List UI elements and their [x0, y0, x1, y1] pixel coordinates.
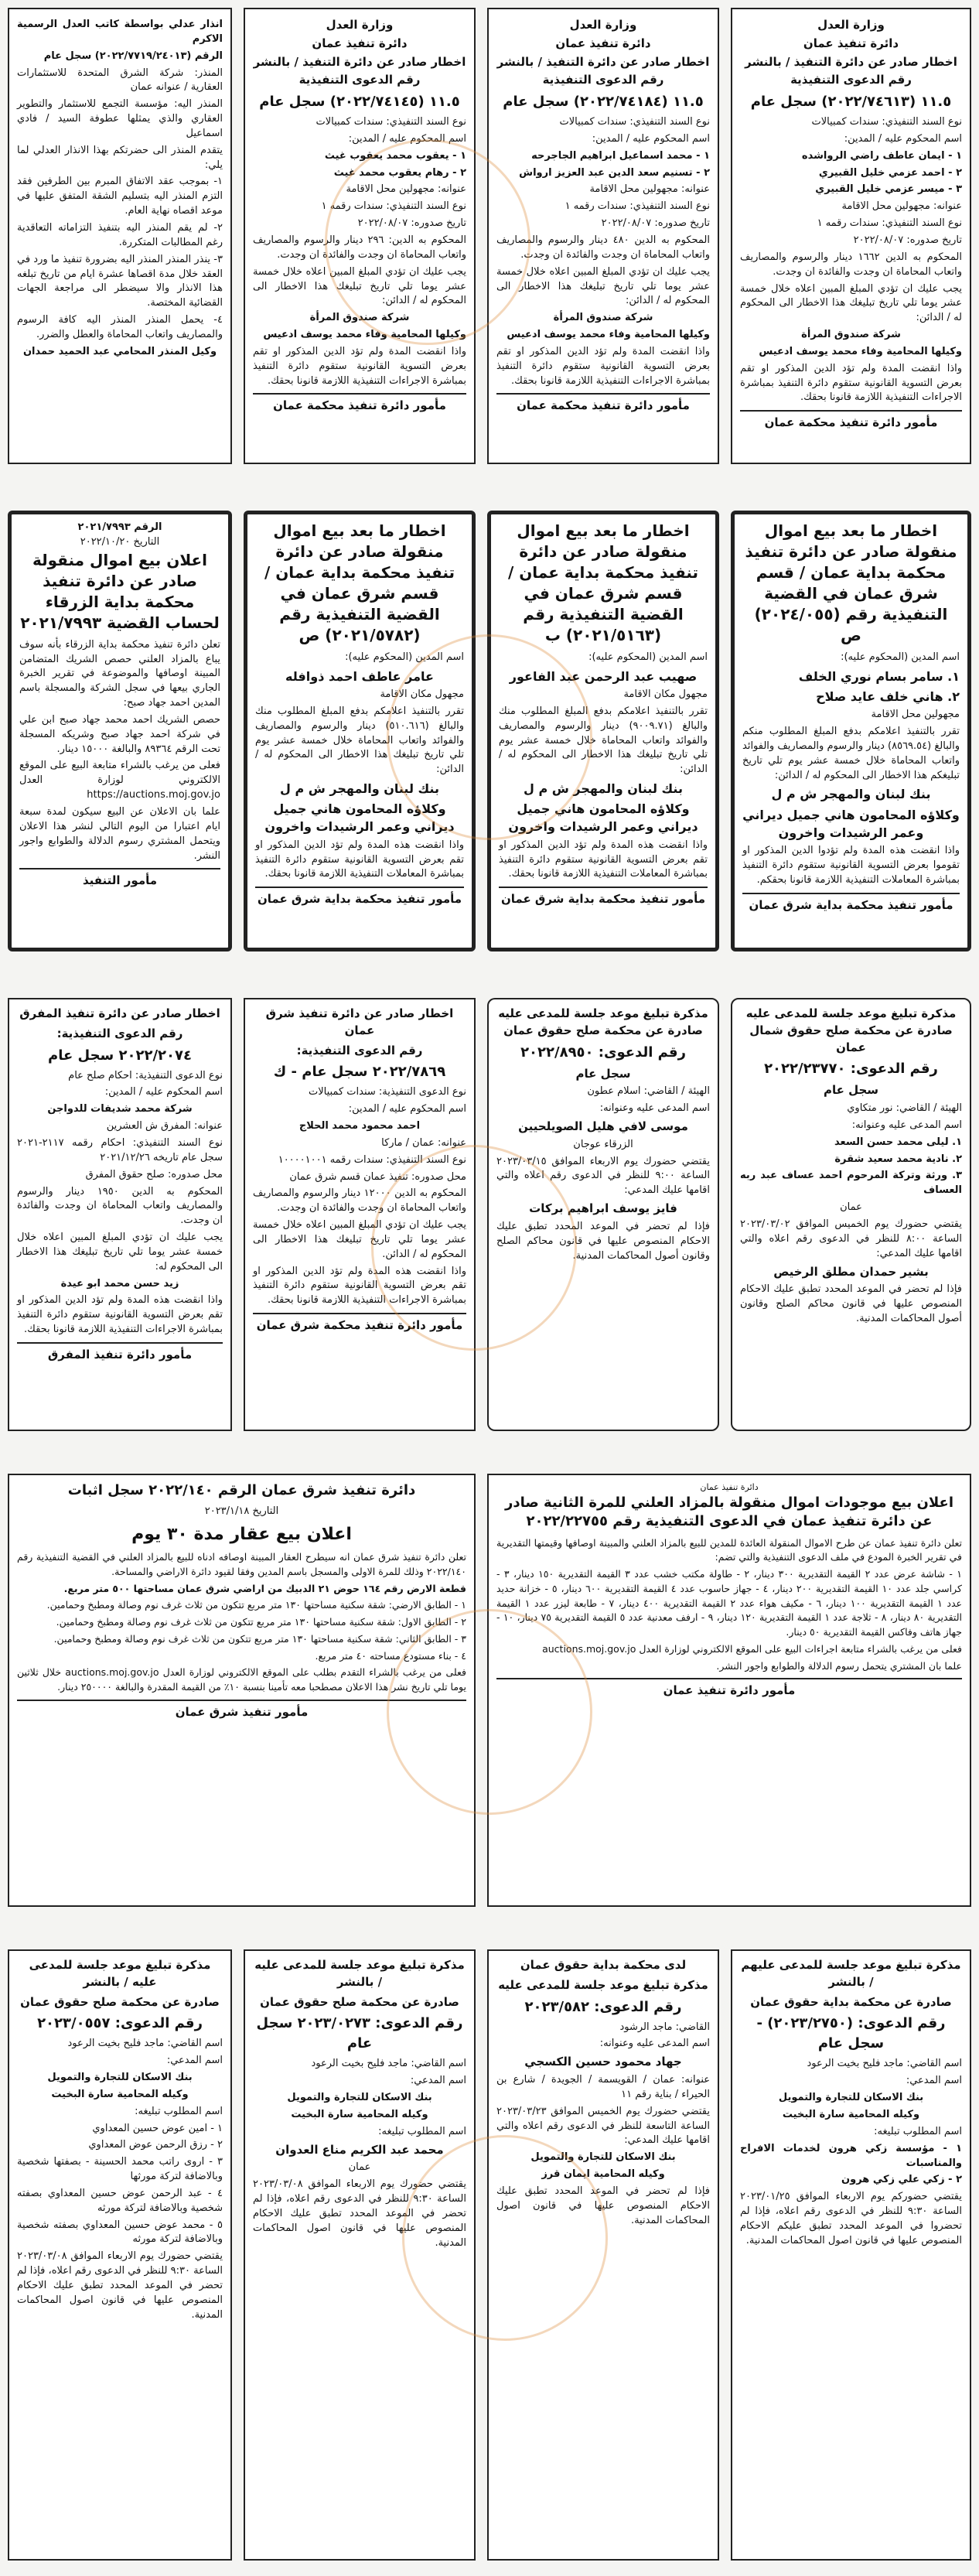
ad-line: اسم المطلوب تبليغه: — [135, 2105, 223, 2117]
signature: مأمور دائرة تنفيذ محكمة شرق عمان — [253, 1313, 466, 1334]
case-label: رقم الدعوى التنفيذية — [298, 73, 421, 87]
ad-line: المنذر اليه: مؤسسة التجمع للاستثمار والتطوير العقاري والذي يمثلها عطوفة السيد / فادي اسماعيل — [17, 98, 223, 139]
ad-line: المحكوم به الدين: ٢٩٦ دينار والرسوم والمصاريف واتعاب المحاماة ان وجدت والفائدة ان وجدت. — [253, 234, 466, 261]
ad-line: تقرر بالتنفيذ اعلامكم بدفع المبلغ المطلوب منك والبالغ (٥١٠.٦١٦) دينار والرسوم والمصاريف والفوائد واتعاب المحاماة خلال خمسة عشر يوم تلي تاريخ تبليغك هذا الاخطار الى المحكوم له / الدائن: — [255, 705, 464, 776]
ad-line: وكيلها المحامية وفاء محمد يوسف ادعيس — [263, 329, 466, 341]
ad-line: نوع السند التنفيذي: سندات رقمه ١٠٠٠٠١٠٠١ — [278, 1153, 466, 1166]
ad-line: ١ - مؤسسة زكي هرون لخدمات الافراح والمناسبات — [740, 2142, 962, 2169]
case-label: رقم الدعوى التنفيذية: — [56, 1026, 183, 1040]
register-label: سجل عام — [575, 1066, 631, 1081]
ad-line: وكيله المحامية سارة البخيت — [291, 2108, 428, 2120]
ad-line: نوع الدعوى التنفيذية: احكام صلح عام — [68, 1069, 223, 1081]
ad-line: اسم المدعى عليه وعنوانه: — [599, 1102, 710, 1115]
ad-line: واذا انقضت المدة ولم تؤد الدين المذكور او تقم بعرض التسوية القانونية ستقوم دائرة التنفيذ بمباشرة الاجراءات التنفيذية اللازمة قانونا بحقك. — [740, 362, 962, 404]
case-number: رقم الدعوى: ٢٠٢٢/٢٣٧٧٠ — [764, 1061, 938, 1078]
ad-line: بنك الاسكان للتجارة والتمويل — [530, 2151, 676, 2164]
ad-title: اخطار ما بعد بيع اموال منقولة صادر عن دائرة تنفيذ محكمة بداية عمان / قسم شرق عمان في القضية التنفيذية رقم (٢٠٢١/٥١٦٣) ب — [507, 521, 699, 644]
ad-line: واذا انقضت هذه المدة ولم تؤد الدين المذكور او تقم بعرض التسوية القانونية ستقوم دائرة التنفيذ بمباشرة المعاملات التنفيذية اللازمة قانونا بحقك. — [499, 839, 708, 880]
case-number: رقم الدعوى: (٢٠٢٣/٢٧٥٠) - سجل عام — [756, 2015, 946, 2052]
ad-title: مذكرة تبليغ موعد جلسة للمدعى عليه صادرة عن محكمة صلح حقوق عمان — [498, 1006, 708, 1037]
ad-line: احمد محمود محمد الحلاج — [298, 1120, 421, 1133]
case-number: رقم الدعوى: ٢٠٢٣/٠٢٧٣ سجل عام — [256, 2015, 463, 2052]
ad-title: اخطار صادر عن دائرة تنفيذ المفرق — [19, 1006, 220, 1020]
ad-line: وكيله المحامية سارة البخيت — [51, 2088, 189, 2100]
signature: مأمور دائرة تنفيذ عمان — [496, 1678, 962, 1700]
ad-line: اسم المطلوب تبليغه: — [874, 2125, 962, 2137]
ad-line: محل صدوره: تنفيذ عمان قسم شرق عمان — [289, 1170, 466, 1183]
ad-line: يجب عليك ان تؤدي المبلغ المبين اعلاه خلال خمسة عشر يوما تلي تاريخ تبليغك هذا الاخطار الى المحكوم له: — [17, 1232, 223, 1273]
ad-line: فعلى من يرغب بالشراء التقدم بطلب على الموقع الالكتروني لوزارة العدل auctions.moj.gov.jo خلال ثلاثين يوما تلي تاريخ نشر هذا الاعلان مصطحبا معه تأمينا بنسبة ١٠٪ من القيمة المقدرة والبالغة ٢٥٠٠٠٠ دينار. — [17, 1666, 467, 1693]
ad-line: اسم القاضي: ماجد فليح بخيت الرعود — [807, 2058, 962, 2070]
notice-type: اخطار صادر عن دائرة التنفيذ / بالنشر — [745, 54, 957, 69]
ad-line: المنذر: شركة الشرق المتحدة للاستثمارات العقارية / عنوانه عمان — [17, 67, 223, 94]
ad-title: اعلان بيع اموال منقولة صادر عن دائرة تنفيذ محكمة بداية الزرقاء لحساب القضية ٢٠٢١/٧٩٩٣ — [20, 550, 220, 632]
ad-line: اسم المحكوم عليه / المدين: — [348, 1103, 466, 1115]
ad-line: انذار عدلي بواسطة كاتب العدل الرسمية الاكرم — [17, 19, 223, 45]
ad-line: ١. سامر بسام نوري الخلف — [798, 668, 960, 684]
ad-line: يقتضي حضورك يوم الخميس الموافق ٢٠٢٣/٠٣/٢٣ الساعة التاسعة للنظر في الدعوى رقم اعلاه والتي اقامها عليك المدعي: — [496, 2105, 710, 2147]
case-number: رقم الدعوى: ٢٠٢٣/٠٥٥٧ — [37, 2015, 203, 2032]
ad-line: فإذا لم تحضر في الموعد المحدد تطبق عليك الاحكام المنصوص عليها في قانون محاكم الصلح وقانون أصول المحاكمات المدنية. — [496, 1220, 710, 1262]
notice-execution-74184 — [487, 8, 719, 464]
ad-line: وكيلها المحامية وفاء محمد يوسف ادعيس — [759, 345, 962, 357]
notice-execution-east-amman — [244, 998, 476, 1431]
notice-type: مذكرة تبليغ موعد جلسة للمدعى عليه — [498, 1977, 708, 1992]
ad-line: حصص الشريك احمد محمد جهاد صبح ابن علي في شركة احمد جهاد صبح وشريكه المسجلة تحت الرقم ٨٩٣٦٤ والبالغة ١٥٠٠٠ دينار. — [19, 713, 220, 755]
ad-line: يقتضي حضورك يوم الاربعاء الموافق ٢٠٢٣/٠٣/٠٨ الساعة ٩:٣٠ للنظر في الدعوى رقم اعلاه، فإذا لم تحضر في الموعد المحدد تطبق عليك الاحكام المنصوص عليها في قانون اصول المحاكمات المدنية. — [253, 2178, 466, 2249]
ad-title: مذكرة تبليغ موعد جلسة للمدعى عليه / بالنشر — [29, 1958, 211, 1989]
ad-line: ٥ - محمد عوض حسين المعداوي بصفته شخصية وبالاضافة لتركة مورثه — [17, 2219, 223, 2246]
ad-line: اسم المدعي: — [166, 2055, 223, 2067]
ad-line: وكيله المحامية سارة البخيت — [782, 2108, 920, 2120]
ad-line: بنك لبنان والمهجر ش م ل — [524, 781, 683, 797]
ad-line: عنوانه: عمان / ماركا — [381, 1136, 466, 1149]
ad-line: بشير حمدان مطلق الرخيص — [773, 1264, 929, 1279]
ad-line: الهيئة / القاضي: اسلام عطون — [587, 1085, 710, 1098]
ad-line: اسم المدين (المحكوم عليه): — [588, 651, 708, 663]
signature: مأمور تنفيذ محكمة بداية شرق عمان — [255, 887, 464, 908]
ad-line: ٤ - عبد الرحمن عوض حسين المعداوي بصفته شخصية وبالاضافة لتركة مورثه — [17, 2187, 223, 2214]
ad-line: المحكوم به الدين ١٢٠٠٠ دينار والرسوم والمصاريف واتعاب المحاماة ان وجدت والفائدة ان وجدت. — [253, 1187, 466, 1215]
ad-line: فعلى من يرغب بالشراء متابعة اجراءات البيع على الموقع الالكتروني لوزارة العدل auctions.moj.gov.jo — [542, 1642, 962, 1655]
ad-line: اسم المطلوب تبليغه: — [378, 2125, 466, 2137]
ad-title: اخطار صادر عن دائرة تنفيذ شرق عمان — [265, 1006, 454, 1037]
notice-session-23770 — [731, 998, 971, 1431]
ad-line: شركة صندوق المرأة — [801, 329, 901, 341]
case-number: ١١.٥ (٢٠٢٢/٧٤٦١٣) سجل عام — [750, 94, 952, 110]
notice-post-sale-5163 — [487, 511, 719, 951]
ad-line: ٣- ينذر المنذر المنذر اليه بضرورة تنفيذ ما ورد في العقد خلال مدة اقصاها عشرة ايام من تاريخ تبلغه هذا الانذار والا سيضطر الى مراجعة الجهات القضائية المختصة. — [17, 253, 223, 309]
signature: مأمور دائرة تنفيذ محكمة عمان — [740, 410, 962, 432]
signature: مأمور تنفيذ شرق عمان — [17, 1700, 466, 1721]
ad-line: اسم المحكوم عليه / المدين: — [592, 132, 710, 145]
ad-line: ١ - شاشة عرض عدد ٢ القيمة التقديرية ٣٠٠ دينار، ٢ - طاولة مكتب خشب عدد ٣ القيمة التقديرية ١٥٠ دينار، ٣ - كراسي جلد عدد ١٠ القيمة التقديرية ٢٠٠ دينار، ٤ - جهاز حاسوب عدد ٤ القيمة التقديرية ٦٠٠ دينار، ٥ - خزانة حديد عدد ١ القيمة التقديرية ١٠٠ دينار، ٦ - مكيف هواء عدد ٢ القيمة التقديرية ٤٠٠ دينار، ٧ - طابعة ليزر عدد ١ القيمة التقديرية ٨٠ دينار، ٨ - ثلاجة عدد ١ القيمة التقديرية ١٢٠ دينار، ٩ - ارفف معدنية عدد ٥ القيمة التقديرية ٧٥ دينار، ١٠ - جهاز هاتف وفاكس القيمة التقديرية ٥٠ دينار. — [496, 1568, 962, 1638]
ad-title: دائرة تنفيذ شرق عمان الرقم ٢٠٢٢/١٤٠ سجل اثبات — [67, 1482, 416, 1498]
ad-line: مجهول مكان الاقامة — [623, 688, 708, 701]
case-label: رقم الدعوى التنفيذية — [790, 73, 912, 87]
ad-line: واذا انقضت هذه المدة ولم تؤد الدين المذكور او تقم بعرض التسوية القانونية ستقوم دائرة التنفيذ بمباشرة الاجراءات التنفيذية اللازمة قانونا بحقك. — [253, 1265, 466, 1307]
ad-line: واذا انقضت هذه المدة ولم تؤدوا الدين المذكور او تقوموا بعرض التسوية القانونية ستقوم دائرة التنفيذ بمباشرة المعاملات التنفيذية اللازمة قانونا بحقكم. — [742, 845, 960, 886]
case-label: رقم الدعوى التنفيذية — [542, 73, 664, 87]
ad-line: ٣ - الطابق الثاني: شقة سكنية مساحتها ١٣٠ متر مربع تتكون من ثلاث غرف نوم وصالة ومطبخ وحمامين. — [53, 1632, 466, 1645]
ad-line: عنوانه: مجهولين محل الاقامة — [589, 183, 710, 196]
ad-line: ١ - محمد اسماعيل ابراهيم الجاجرحه — [531, 149, 710, 162]
ad-line: فعلى من يرغب بالشراء متابعة البيع على الموقع الالكتروني لوزارة العدل https://auctions.moj.gov.jo — [19, 760, 220, 801]
ad-line: وكلاؤه المحامون هاني جميل ديراني وعمر الرشيدات واخرون — [742, 807, 960, 840]
ad-line: يقتضي حضورك يوم الاربعاء الموافق ٢٠٢٣/٠٣/٠٨ الساعة ٩:٣٠ للنظر في الدعوى رقم اعلاه، فإذا لم تحضر في الموعد المحدد تطبق عليك الاحكام المنصوص عليها في قانون اصول المحاكمات المدنية. — [17, 2250, 223, 2321]
ad-line: ٢. هاني خلف عايد صلاح — [816, 689, 960, 705]
ad-line: مجهولين محل الاقامة — [871, 709, 960, 721]
register-label: سجل عام — [823, 1083, 879, 1098]
ad-line: بنك لبنان والمهجر ش م ل — [280, 781, 439, 797]
signature: مأمور تنفيذ محكمة بداية شرق عمان — [742, 893, 960, 914]
notice-movables-auction — [487, 1474, 971, 1907]
signature: مأمور دائرة تنفيذ محكمة عمان — [496, 393, 710, 415]
ad-line: نوع السند التنفيذي: احكام رقمه ٢١١٧-٢٠٢١ سجل عام تاريخه ٢٠٢١/١٢/٢٦ — [17, 1136, 223, 1163]
ad-line: واذا انقضت المدة ولم تؤد الدين المذكور او تقم بعرض التسوية القانونية ستقوم دائرة التنفيذ بمباشرة الاجراءات التنفيذية اللازمة قانونا بحقك. — [253, 345, 466, 387]
department-heading: دائرة تنفيذ عمان — [555, 36, 651, 50]
ad-line: تعلن دائرة تنفيذ عمان عن طرح الاموال المنقولة العائدة للمدين للبيع بالمزاد العلني والمبينة اوصافها وقيمتها التقديرية في تقرير الخبرة المودع في ملف الدعوى التنفيذية والتي تضم: — [496, 1536, 962, 1563]
ad-line: القاضي: ماجد الرشود — [619, 2021, 710, 2033]
ad-line: نوع السند التنفيذي: سندات كمبيالات — [559, 116, 710, 128]
ad-title: اخطار ما بعد بيع اموال منقولة صادر عن دائرة تنفيذ محكمة بداية عمان / قسم شرق عمان في القضية التنفيذية رقم (٢٠٢٤/٠٥٥) ص — [745, 521, 957, 644]
ad-line: اسم المدعي: — [410, 2075, 466, 2087]
ad-line: يقتضي حضورك يوم الاربعاء الموافق ٢٠٢٣/٠٣/١٥ الساعة ٩:٠٠ للنظر في الدعوى رقم اعلاه والتي اقامها عليك المدعي: — [496, 1155, 710, 1197]
ad-line: يقتضي حضورك يوم الخميس الموافق ٢٠٢٣/٠٣/٠٢ الساعة ٨:٠٠ للنظر في الدعوى رقم اعلاه والتي اقامها عليك المدعي: — [740, 1218, 962, 1259]
signature: مأمور تنفيذ محكمة بداية شرق عمان — [499, 887, 708, 908]
ad-line: فإذا لم تحضر في الموعد المحدد تطبق عليك الاحكام المنصوص عليها في قانون محاكم الصلح وقانون أصول المحاكمات المدنية. — [740, 1283, 962, 1324]
ad-line: يقتضي حضوركم يوم الاربعاء الموافق ٢٠٢٣/٠١/٢٥ الساعة ٩:٣٠ للنظر في الدعوى رقم اعلاه، فإذا لم تحضروا في الموعد المحدد تطبق عليكم الاحكام المنصوص عليها في قانون اصول المحاكمات المدنية. — [740, 2191, 962, 2246]
case-label: رقم الدعوى التنفيذية: — [296, 1043, 423, 1057]
ad-line: تقرر بالتنفيذ اعلامكم بدفع المبلغ المطلوب منك والبالغ (٩٠٠٩.٧١) دينار والرسوم والمصاريف والفوائد واتعاب المحاماة خلال خمسة عشر يوم تلي تاريخ تبليغك هذا الاخطار الى المحكوم له / الدائن: — [499, 705, 708, 776]
notice-execution-74145 — [244, 8, 476, 464]
ad-line: اسم المحكوم عليه / المدين: — [348, 132, 466, 145]
ad-line: بنك الاسكان للتجارة والتمويل — [47, 2072, 193, 2084]
case-number: ٢٠٢٢/٢٠٧٤ سجل عام — [48, 1047, 192, 1064]
notice-type: اخطار صادر عن دائرة التنفيذ / بالنشر — [496, 54, 710, 69]
ad-line: ٢ - رهام يعقوب محمد غيث — [333, 166, 466, 179]
ad-line: عنوانه: مجهولين محل الاقامة — [346, 183, 466, 196]
ad-line: اسم المدين (المحكوم عليه): — [841, 651, 960, 663]
ad-line: اسم المدعى عليه وعنوانه: — [851, 1119, 962, 1131]
ad-line: ٢ - الطابق الاول: شقة سكنية مساحتها ١٣٠ متر مربع تتكون من ثلاث غرف نوم وصالة ومطبخ وحمامين. — [56, 1616, 466, 1628]
ad-line: بنك لبنان والمهجر ش م ل — [771, 787, 931, 802]
notice-session-2750 — [731, 1949, 971, 2561]
ad-line: فايز يوسف ابراهيم بركات — [529, 1201, 677, 1216]
ad-line: الرقم (٢٠٢٢/٧٧١٩/٢٤٠١٣) سجل عام — [43, 50, 223, 62]
ad-line: عنوانه: عمان / القويسمة / الجويدة / شارع بن الحيراء / بناية رقم ١١ — [496, 2074, 710, 2100]
ad-line: اسم المحكوم عليه / المدين: — [104, 1086, 223, 1098]
ad-line: صهيب عبد الرحمن عبد الفاعور — [509, 668, 698, 684]
ad-line: واذا انقضت المدة ولم تؤد الدين المذكور او تقم بعرض التسوية القانونية ستقوم دائرة التنفيذ بمباشرة الاجراءات التنفيذية اللازمة قانونا بحقك. — [496, 345, 710, 387]
ad-line: ٢ - زكي علي زكي هرون — [841, 2174, 962, 2186]
ad-line: المحكوم به الدين ٤٨٠ دينار والرسوم والمصاريف واتعاب المحاماة ان وجدت والفائدة ان وجدت. — [496, 234, 710, 261]
ministry-heading: وزارة العدل — [817, 18, 885, 32]
ad-line: ٢- لم يقم المنذر اليه بتنفيذ التزاماته التعاقدية رغم المطالبات المتكررة. — [17, 221, 223, 248]
department-heading: دائرة تنفيذ عمان — [803, 36, 899, 50]
ad-line: محل صدوره: صلح حقوق المفرق — [85, 1168, 223, 1180]
ad-line: ٣ - ميسر عزمي خليل القبيري — [815, 183, 962, 196]
ad-line: تعلن دائرة تنفيذ شرق عمان انه سيطرح العقار المبينة اوصافه ادناه للبيع بالمزاد العلني في القضية التنفيذية رقم ٢٠٢٢/١٤٠ وذلك للمرة الاولى والمسجل باسم المدين وفقا لقيود دائرة الاراضي والمساحة. — [17, 1551, 466, 1577]
ad-line: نوع السند التنفيذي: سندات رقمه ١ — [565, 200, 710, 213]
ad-line: زيد حسن محمد ابو عيدة — [60, 1277, 179, 1290]
ad-line: مجهول مكان الاقامة — [380, 688, 464, 701]
ad-line: وكيلها المحامية وفاء محمد يوسف ادعيس — [507, 329, 710, 341]
ad-title: مذكرة تبليغ موعد جلسة للمدعى عليه / بالنشر — [254, 1958, 465, 1989]
ad-line: واذا انقضت هذه المدة ولم تؤد الدين المذكور او تقم بعرض التسوية القانونية ستقوم دائرة التنفيذ بمباشرة الاجراءات التنفيذية اللازمة قانونا بحقك. — [17, 1294, 223, 1336]
ad-title: اعلان بيع موجودات اموال منقولة بالمزاد العلني للمرة الثانية صادر عن دائرة تنفيذ عمان في الدعوى التنفيذية رقم ٢٠٢٢/٢٢٧٥٥ — [504, 1494, 954, 1530]
ad-line: عنوانه: المفرق ش العشرين — [106, 1120, 223, 1133]
notice-sale-zarqa — [8, 511, 232, 951]
signature: مأمور التنفيذ — [19, 868, 220, 890]
ad-title: مذكرة تبليغ موعد جلسة للمدعى عليه صادرة عن محكمة صلح حقوق شمال عمان — [745, 1006, 957, 1054]
ad-line: نوع الدعوى التنفيذية: سندات كمبيالات — [308, 1086, 466, 1098]
ad-line: تاريخ صدوره: ٢٠٢٢/٠٨/٠٧ — [601, 217, 710, 230]
ad-title: اخطار ما بعد بيع اموال منقولة صادر عن دائرة تنفيذ محكمة بداية عمان / قسم شرق عمان في القضية التنفيذية رقم (٢٠٢١/٥٧٨٢) ص — [264, 521, 455, 644]
ad-line: نوع السند التنفيذي: سندات رقمه ١ — [817, 217, 962, 230]
ad-line: ١ - امين عوض حسين المعداوي — [92, 2122, 223, 2134]
ad-line: وكيله المحامية ايمان قرز — [541, 2168, 665, 2181]
ad-line: ٤ - بناء مستودع مساحته ٤٠ متر مربع. — [315, 1649, 466, 1662]
reference-number: الرقم ٢٠٢١/٧٩٩٣ — [77, 521, 162, 533]
ad-line: نوع السند التنفيذي: سندات كمبيالات — [811, 116, 962, 128]
ad-line: بنك الاسكان للتجارة والتمويل — [287, 2092, 432, 2104]
notice-execution-mafraq — [8, 998, 232, 1431]
ad-subtitle: اعلان بيع عقار مدة ٣٠ يوم — [131, 1525, 352, 1545]
reference-date: التاريخ ٢٠٢٣/١/١٨ — [204, 1505, 279, 1518]
case-number: ١١.٥ (٢٠٢٢/٧٤١٤٥) سجل عام — [259, 94, 460, 110]
ad-title: مذكرة تبليغ موعد جلسة للمدعى عليهم / بالنشر — [741, 1958, 961, 1989]
ad-line: اسم المحكوم عليه / المدين: — [844, 132, 962, 145]
ad-line: ٣. ورثة وتركة المرحوم احمد عساف عبد ربه العساف — [740, 1170, 962, 1197]
notice-type: اخطار صادر عن دائرة التنفيذ / بالنشر — [253, 54, 466, 69]
ad-title: لدى محكمة بداية حقوق عمان — [520, 1958, 687, 1972]
header-label: دائرة تنفيذ عمان — [700, 1482, 759, 1492]
case-number: ٢٠٢٢/٧٨٦٩ سجل عام - ك — [273, 1064, 446, 1081]
ad-line: اسم المدعى عليه وعنوانه: — [599, 2038, 710, 2050]
ad-line: عمان — [348, 2161, 371, 2174]
ad-line: شركة محمد شديفات للدواجن — [47, 1103, 193, 1115]
ad-line: تقرر بالتنفيذ اعلامكم بدفع المبلغ المطلوب منكم والبالغ (٨٥٦٩.٥٤) دينار والرسوم والمصاريف والفوائد واتعاب المحاماة خلال خمسة عشر يوم تلي تاريخ تبليغكم هذا الاخطار الى المحكوم له / الدائن: — [742, 726, 960, 781]
ad-line: يجب عليك ان تؤدي المبلغ المبين اعلاه خلال خمسة عشر يوما تلي تاريخ تبليغك هذا الاخطار الى المحكوم له / الدائن: — [253, 265, 466, 307]
ad-line: اسم القاضي: ماجد فليح بخيت الرعود — [67, 2038, 223, 2050]
ad-line: اسم القاضي: ماجد فليح بخيت الرعود — [311, 2058, 466, 2070]
ad-line: ١. ليلى محمد حسن السعد — [834, 1136, 962, 1148]
ad-line: عامر عاطف احمد ذوافله — [285, 668, 434, 684]
ad-line: ١- بموجب عقد الاتفاق المبرم بين الطرفين فقد التزم المنذر اليه بتسليم الشقة المتفق عليها في موعد اقصاه نهاية العام. — [17, 176, 223, 217]
ad-line: نوع السند التنفيذي: سندات كمبيالات — [316, 116, 466, 128]
ad-line: تعلن دائرة تنفيذ محكمة بداية الزرقاء بأنه سوف يباع بالمزاد العلني حصص الشريك المتضامن المبينة اوصافها والموضوعة في تقرير الخبرة الجاري بيعها في سجل الشركة والمسجلة باسم المدين احمد جهاد صبح: — [19, 638, 220, 709]
ad-line: تاريخ صدوره: ٢٠٢٢/٠٨/٠٧ — [853, 234, 962, 246]
ad-line: يجب عليك ان تؤدي المبلغ المبين اعلاه خلال خمسة عشر يوما تلي تاريخ تبليغك هذا الاخطار الى المحكوم له / الدائن. — [253, 1219, 466, 1260]
ministry-heading: وزارة العدل — [326, 18, 394, 32]
notice-real-estate-sale — [8, 1474, 476, 1907]
notice-execution-74613 — [731, 8, 971, 464]
ad-line: الزرقاء عوجان — [573, 1138, 633, 1150]
notice-session-0557 — [8, 1949, 232, 2561]
ad-line: ١ - ايمان عاطف راضي الرواشده — [801, 149, 962, 162]
ad-line: واذا انقضت هذه المدة ولم تؤد الدين المذكور او تقم بعرض التسوية القانونية ستقوم دائرة التنفيذ بمباشرة المعاملات التنفيذية اللازمة قانونا بحقك. — [255, 839, 464, 880]
ad-line: عمان — [840, 1201, 862, 1214]
ad-line: موسى لافي هليل الصويلحيين — [518, 1119, 688, 1134]
ad-line: الهيئة / القاضي: نور متكاوي — [847, 1102, 962, 1115]
ministry-heading: وزارة العدل — [569, 18, 637, 32]
ad-line: المحكوم به الدين ١٩٥٠ دينار والرسوم والمصاريف واتعاب المحاماة ان وجدت والفائدة ان وجدت. — [17, 1185, 223, 1227]
ad-line: قطعة الارض رقم ١٦٤ حوض ٢١ الدبيك من اراضي شرق عمان مساحتها ٥٠٠ متر مربع. — [63, 1582, 466, 1594]
ad-line: اسم المدعي: — [906, 2075, 962, 2087]
signature: مأمور دائرة تنفيذ المفرق — [17, 1342, 223, 1364]
ad-line: فإذا لم تحضر في الموعد المحدد تطبق عليك الاحكام المنصوص عليها في قانون اصول المحاكمات المدنية. — [496, 2185, 710, 2226]
ad-line: ٢ - احمد عزمي خليل القبيري — [818, 166, 962, 179]
ad-line: المحكوم به الدين ١٦٦٢ دينار والرسوم والمصاريف واتعاب المحاماة ان وجدت والفائدة ان وجدت. — [740, 251, 962, 278]
court-name: صادرة عن محكمة صلح حقوق عمان — [20, 1994, 220, 2009]
notice-session-0273 — [244, 1949, 476, 2561]
ad-line: ٤- يحمل المنذر المنذر اليه كافة الرسوم والمصاريف واتعاب المحاماة والعطل والضرر. — [17, 314, 223, 340]
ad-line: ١ - الطابق الارضي: شقة سكنية مساحتها ١٣٠ متر مربع تتكون من ثلاث غرف نوم وصالة ومطبخ وحمامين. — [46, 1599, 466, 1611]
ad-line: ٢. نادية محمد سعيد شقرة — [834, 1153, 962, 1165]
ad-line: محمد عبد الكريم مناع العدوان — [275, 2142, 444, 2157]
signature: مأمور دائرة تنفيذ محكمة عمان — [253, 393, 466, 415]
notice-session-582 — [487, 1949, 719, 2561]
ad-line: عنوانه: مجهولين محل الاقامة — [841, 200, 962, 213]
case-number: رقم الدعوى: ٢٠٢٢/٨٩٥٠ — [520, 1044, 686, 1061]
ad-line: ٢ - رزق الرحمن عوض المعداوي — [88, 2139, 223, 2151]
ad-line: وكلاؤه المحامون هاني جميل ديراني وعمر الرشيدات واخرون — [264, 801, 455, 835]
ad-line: ٢ - تسنيم سعد الدين عبد العزيز ارواش — [519, 166, 710, 179]
ad-line: علما بان المشتري يتحمل رسوم الدلالة والطوابع واجور النشر. — [716, 1659, 962, 1672]
court-name: صادرة عن محكمة بداية حقوق عمان — [750, 1994, 952, 2009]
case-number: رقم الدعوى: ٢٠٢٣/٥٨٢ — [524, 1998, 682, 2015]
case-number: ١١.٥ (٢٠٢٢/٧٤١٨٤) سجل عام — [503, 94, 704, 110]
ad-line: وكيل المنذر المحامي عبد الحميد حمدان — [22, 345, 217, 357]
ad-line: بنك الاسكان للتجارة والتمويل — [778, 2092, 924, 2104]
notice-post-sale-5782 — [244, 511, 476, 951]
court-name: صادرة عن محكمة صلح حقوق عمان — [260, 1994, 459, 2009]
ad-line: نوع السند التنفيذي: سندات رقمه ١ — [321, 200, 466, 213]
ad-line: ١ - يعقوب محمد يعقوب غيث — [324, 149, 466, 162]
ad-line: يجب عليك ان تؤدي المبلغ المبين اعلاه خلال خمسة عشر يوما تلي تاريخ تبليغك هذا الاخطار الى المحكوم له / الدائن: — [740, 282, 962, 324]
ad-line: وكلاؤه المحامون هاني جميل ديراني وعمر الرشيدات واخرون — [508, 801, 698, 835]
ad-line: يتقدم المنذر الى حضرتكم بهذا الانذار العدلي لما يلي: — [17, 144, 223, 171]
notice-session-8950 — [487, 998, 719, 1431]
ad-line: ٣ - اروى راتب محمد الحسينة - بصفتها شخصية وبالاضافة لتركة مورثها — [17, 2156, 223, 2183]
ad-line: شركة صندوق المرأة — [309, 312, 410, 324]
ad-line: اسم المدين (المحكوم عليه): — [345, 651, 464, 663]
reference-date: التاريخ ٢٠٢٢/١٠/٢٠ — [80, 535, 160, 548]
department-heading: دائرة تنفيذ عمان — [312, 36, 408, 50]
notice-legal-warning — [8, 8, 232, 464]
ad-line: علما بان الاعلان عن البيع سيكون لمدة سبعة ايام اعتبارا من اليوم التالي لنشر هذا الاعلان ويتحمل المشتري رسوم الدلالة والطوابع واجور النشر. — [19, 805, 220, 862]
ad-line: يجب عليك ان تؤدي المبلغ المبين اعلاه خلال خمسة عشر يوما تلي تاريخ تبليغك هذا الاخطار الى المحكوم له / الدائن: — [496, 265, 710, 307]
ad-line: تاريخ صدوره: ٢٠٢٢/٠٨/٠٧ — [357, 217, 466, 230]
ad-line: جهاد محمود حسين الكسجي — [524, 2055, 682, 2069]
notice-post-sale-055 — [731, 511, 971, 951]
ad-line: شركة صندوق المرأة — [553, 312, 653, 324]
